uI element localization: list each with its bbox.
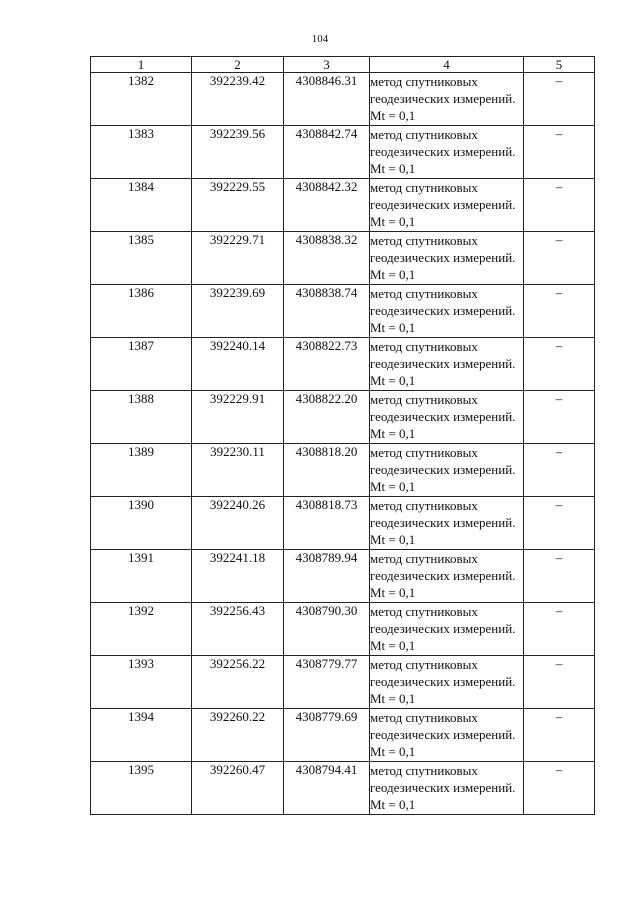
column-5-value: – — [524, 338, 595, 391]
header-col-2: 2 — [192, 57, 284, 73]
table-row — [91, 656, 595, 709]
coordinate-x: 392239.69 — [192, 285, 284, 338]
point-number: 1386 — [91, 285, 192, 338]
point-number: 1389 — [91, 444, 192, 497]
column-5-value: – — [524, 285, 595, 338]
table-row — [91, 338, 595, 391]
column-5-value: – — [524, 126, 595, 179]
coordinate-x: 392260.22 — [192, 709, 284, 762]
column-5-value: – — [524, 709, 595, 762]
measurement-method: метод спутниковых геодезических измерений. Mt = 0,1 — [370, 603, 524, 656]
column-5-value: – — [524, 550, 595, 603]
column-5-value: – — [524, 603, 595, 656]
coordinate-y: 4308789.94 — [284, 550, 370, 603]
header-col-4: 4 — [370, 57, 524, 73]
measurement-method: метод спутниковых геодезических измерений. Mt = 0,1 — [370, 656, 524, 709]
column-5-value: – — [524, 656, 595, 709]
point-number: 1395 — [91, 762, 192, 815]
measurement-method: метод спутниковых геодезических измерений. Mt = 0,1 — [370, 232, 524, 285]
coordinate-x: 392240.14 — [192, 338, 284, 391]
table-row — [91, 762, 595, 815]
header-col-3: 3 — [284, 57, 370, 73]
coordinate-x: 392229.71 — [192, 232, 284, 285]
measurement-method: метод спутниковых геодезических измерений. Mt = 0,1 — [370, 285, 524, 338]
measurement-method: метод спутниковых геодезических измерений. Mt = 0,1 — [370, 179, 524, 232]
header-col-5: 5 — [524, 57, 595, 73]
point-number: 1392 — [91, 603, 192, 656]
table-row — [91, 444, 595, 497]
point-number: 1384 — [91, 179, 192, 232]
coordinate-y: 4308822.73 — [284, 338, 370, 391]
coordinate-x: 392229.91 — [192, 391, 284, 444]
column-5-value: – — [524, 179, 595, 232]
table-header — [91, 57, 595, 73]
coordinate-y: 4308842.74 — [284, 126, 370, 179]
measurement-method: метод спутниковых геодезических измерений. Mt = 0,1 — [370, 73, 524, 126]
point-number: 1391 — [91, 550, 192, 603]
coordinate-x: 392230.11 — [192, 444, 284, 497]
measurement-method: метод спутниковых геодезических измерений. Mt = 0,1 — [370, 709, 524, 762]
table-body — [91, 73, 595, 815]
coordinates-table — [90, 56, 595, 815]
column-5-value: – — [524, 73, 595, 126]
table-row — [91, 709, 595, 762]
column-5-value: – — [524, 497, 595, 550]
table-row — [91, 179, 595, 232]
coordinate-x: 392239.56 — [192, 126, 284, 179]
table-row — [91, 232, 595, 285]
point-number: 1385 — [91, 232, 192, 285]
coordinate-x: 392239.42 — [192, 73, 284, 126]
column-5-value: – — [524, 762, 595, 815]
coordinate-x: 392256.43 — [192, 603, 284, 656]
coordinate-y: 4308838.74 — [284, 285, 370, 338]
header-col-1: 1 — [91, 57, 192, 73]
page-number: 104 — [311, 33, 329, 45]
coordinate-y: 4308818.73 — [284, 497, 370, 550]
point-number: 1382 — [91, 73, 192, 126]
column-5-value: – — [524, 391, 595, 444]
table-row — [91, 391, 595, 444]
table-row — [91, 550, 595, 603]
measurement-method: метод спутниковых геодезических измерений. Mt = 0,1 — [370, 126, 524, 179]
point-number: 1388 — [91, 391, 192, 444]
coordinate-x: 392229.55 — [192, 179, 284, 232]
coordinate-y: 4308842.32 — [284, 179, 370, 232]
table-row — [91, 126, 595, 179]
coordinate-x: 392241.18 — [192, 550, 284, 603]
table-row — [91, 497, 595, 550]
coordinate-y: 4308838.32 — [284, 232, 370, 285]
coordinate-y: 4308846.31 — [284, 73, 370, 126]
point-number: 1390 — [91, 497, 192, 550]
measurement-method: метод спутниковых геодезических измерений. Mt = 0,1 — [370, 497, 524, 550]
coordinate-y: 4308822.20 — [284, 391, 370, 444]
coordinate-y: 4308779.77 — [284, 656, 370, 709]
coordinate-x: 392260.47 — [192, 762, 284, 815]
point-number: 1394 — [91, 709, 192, 762]
table-row — [91, 285, 595, 338]
point-number: 1393 — [91, 656, 192, 709]
coordinate-x: 392256.22 — [192, 656, 284, 709]
measurement-method: метод спутниковых геодезических измерений. Mt = 0,1 — [370, 550, 524, 603]
coordinate-y: 4308779.69 — [284, 709, 370, 762]
column-5-value: – — [524, 444, 595, 497]
coordinate-y: 4308794.41 — [284, 762, 370, 815]
coordinate-y: 4308818.20 — [284, 444, 370, 497]
measurement-method: метод спутниковых геодезических измерений. Mt = 0,1 — [370, 444, 524, 497]
measurement-method: метод спутниковых геодезических измерений. Mt = 0,1 — [370, 338, 524, 391]
measurement-method: метод спутниковых геодезических измерений. Mt = 0,1 — [370, 391, 524, 444]
table-row — [91, 73, 595, 126]
coordinate-x: 392240.26 — [192, 497, 284, 550]
measurement-method: метод спутниковых геодезических измерений. Mt = 0,1 — [370, 762, 524, 815]
point-number: 1387 — [91, 338, 192, 391]
coordinate-y: 4308790.30 — [284, 603, 370, 656]
header-row — [91, 57, 595, 73]
point-number: 1383 — [91, 126, 192, 179]
column-5-value: – — [524, 232, 595, 285]
table-row — [91, 603, 595, 656]
